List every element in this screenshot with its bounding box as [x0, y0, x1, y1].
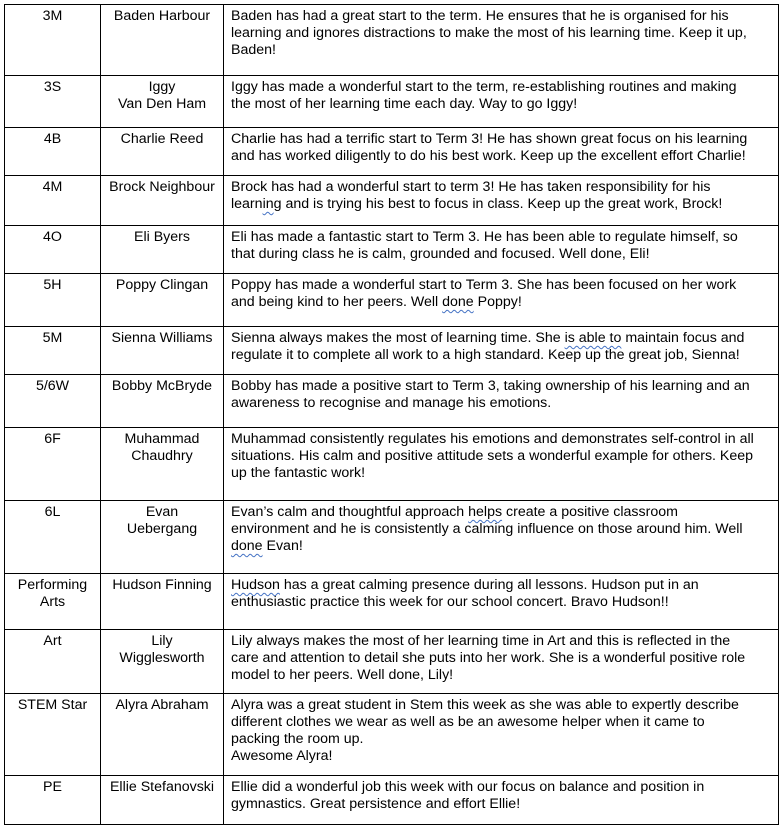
comment-line: awareness to recognise and manage his emotions. — [231, 395, 552, 411]
table-row — [5, 226, 779, 274]
comment-line: packing the room up. — [231, 731, 364, 747]
table-row — [5, 574, 779, 630]
comment-cell — [224, 76, 779, 128]
student-name-cell — [101, 5, 224, 76]
class-cell: 3M — [5, 5, 101, 76]
student-awards-table — [4, 4, 779, 825]
table-row — [5, 327, 779, 375]
comment-line: regulate it to complete all work to a high standard. Keep up the great job, Sienna! — [231, 347, 740, 363]
table-row — [5, 128, 779, 176]
class-cell: 5/6W — [5, 375, 101, 428]
table-row — [5, 5, 779, 76]
table-row — [5, 176, 779, 226]
student-name-line: Ellie Stefanovski — [109, 779, 215, 795]
student-name-line: Muhammad — [124, 431, 200, 447]
comment-cell — [224, 694, 779, 776]
comment-cell — [224, 226, 779, 274]
spellcheck-underline: done — [442, 294, 474, 310]
spellcheck-underline: helps — [468, 504, 503, 520]
comment-line: situations. His calm and positive attitude sets a wonderful example for others. Keep — [231, 448, 754, 464]
comment-line: that during class he is calm, grounded and focused. Well done, Eli! — [231, 246, 650, 262]
comment-line: and has worked diligently to do his best work. Keep up the excellent effort Charlie! — [231, 148, 746, 164]
comment-line: Bobby has made a positive start to Term 3, taking ownership of his learning and an — [231, 378, 750, 394]
table-row — [5, 776, 779, 825]
comment-cell — [224, 501, 779, 574]
comment-cell — [224, 574, 779, 630]
comment-line: the most of her learning time each day. Way to go Iggy! — [231, 96, 578, 112]
class-cell: STEM Star — [5, 694, 101, 776]
comment-line: Ellie did a wonderful job this week with our focus on balance and position in — [231, 779, 705, 795]
student-name-cell — [101, 630, 224, 694]
comment-cell — [224, 274, 779, 327]
table-row — [5, 428, 779, 501]
student-name-cell — [101, 776, 224, 825]
student-name-line: Chaudhry — [131, 448, 193, 464]
comment-line: Baden has had a great start to the term. He ensures that he is organised for his — [231, 8, 729, 24]
spellcheck-underline: is able to — [564, 330, 622, 346]
student-name-line: Van Den Ham — [117, 96, 207, 112]
table-row — [5, 630, 779, 694]
class-cell: 6L — [5, 501, 101, 574]
student-name-cell — [101, 226, 224, 274]
table-row — [5, 76, 779, 128]
student-name-line: Sienna Williams — [111, 330, 213, 346]
comment-cell — [224, 428, 779, 501]
comment-cell — [224, 630, 779, 694]
student-name-cell — [101, 375, 224, 428]
student-name-cell — [101, 501, 224, 574]
student-name-line: Lily — [151, 633, 173, 649]
comment-cell — [224, 776, 779, 825]
comment-line: Brock has had a wonderful start to term 3! He has taken responsibility for his — [231, 179, 711, 195]
comment-line: Hudson has a great calming presence during all lessons. Hudson put in an — [231, 577, 699, 593]
comment-line: up the fantastic work! — [231, 465, 366, 481]
comment-line: Lily always makes the most of her learning time in Art and this is reflected in the — [231, 633, 731, 649]
student-name-line: Alyra Abraham — [115, 697, 209, 713]
student-name-line: Iggy — [148, 79, 176, 95]
table-row — [5, 375, 779, 428]
comment-line: different clothes we wear as well as be an awesome helper when it came to — [231, 714, 705, 730]
student-name-cell — [101, 428, 224, 501]
class-cell: 6F — [5, 428, 101, 501]
class-cell: 5H — [5, 274, 101, 327]
comment-line: care and attention to detail she puts into her work. She is a wonderful positive role — [231, 650, 746, 666]
class-cell: 3S — [5, 76, 101, 128]
student-name-line: Baden Harbour — [113, 8, 211, 24]
comment-line: enthusiastic practice this week for our school concert. Bravo Hudson!! — [231, 594, 669, 610]
comment-line: environment and he is consistently a calming influence on those around him. Well — [231, 521, 743, 537]
table-body — [5, 5, 779, 825]
comment-line: and being kind to her peers. Well done Poppy! — [231, 294, 522, 310]
student-name-cell — [101, 76, 224, 128]
class-cell: Art — [5, 630, 101, 694]
comment-cell — [224, 327, 779, 375]
class-cell: PE — [5, 776, 101, 825]
comment-line: Alyra was a great student in Stem this week as she was able to expertly describe — [231, 697, 739, 713]
student-name-line: Brock Neighbour — [109, 179, 215, 195]
comment-cell — [224, 176, 779, 226]
class-cell: 4O — [5, 226, 101, 274]
comment-line: Baden! — [231, 42, 276, 58]
student-name-cell — [101, 176, 224, 226]
comment-line: Charlie has had a terrific start to Term 3! He has shown great focus on his learning — [231, 131, 748, 147]
student-name-line: Charlie Reed — [120, 131, 204, 147]
table-row — [5, 274, 779, 327]
class-cell: 4M — [5, 176, 101, 226]
comment-line: model to her peers. Well done, Lily! — [231, 667, 454, 683]
comment-line: gymnastics. Great persistence and effort Ellie! — [231, 796, 521, 812]
student-name-cell — [101, 128, 224, 176]
comment-cell — [224, 375, 779, 428]
comment-line: learning and is trying his best to focus in class. Keep up the great work, Brock! — [231, 196, 723, 212]
comment-line: Eli has made a fantastic start to Term 3. He has been able to regulate himself, so — [231, 229, 738, 245]
comment-line: Awesome Alyra! — [231, 748, 333, 764]
comment-cell — [224, 5, 779, 76]
class-cell: 4B — [5, 128, 101, 176]
table-row — [5, 694, 779, 776]
spellcheck-underline: Hudson — [231, 577, 280, 593]
student-name-line: Eli Byers — [134, 229, 190, 245]
spellcheck-underline: in — [262, 196, 274, 212]
comment-line: learning and ignores distractions to make the most of his learning time. Keep it up, — [231, 25, 747, 41]
student-name-line: Poppy Clingan — [115, 277, 209, 293]
comment-line: Poppy has made a wonderful start to Term 3. She has been focused on her work — [231, 277, 737, 293]
student-name-line: Wigglesworth — [119, 650, 205, 666]
comment-line: Muhammad consistently regulates his emotions and demonstrates self-control in all — [231, 431, 754, 447]
comment-line: done Evan! — [231, 538, 303, 554]
comment-line: Iggy has made a wonderful start to the term, re-establishing routines and making — [231, 79, 737, 95]
student-name-cell — [101, 574, 224, 630]
comment-line: Evan’s calm and thoughtful approach helps create a positive classroom — [231, 504, 678, 520]
student-name-line: Uebergang — [126, 521, 198, 537]
student-name-line: Evan — [145, 504, 179, 520]
spellcheck-underline: done — [231, 538, 263, 554]
student-name-line: Bobby McBryde — [111, 378, 213, 394]
student-name-cell — [101, 327, 224, 375]
student-name-cell — [101, 694, 224, 776]
comment-line: Sienna always makes the most of learning time. She is able to maintain focus and — [231, 330, 745, 346]
student-name-cell — [101, 274, 224, 327]
class-cell: Performing Arts — [5, 574, 101, 630]
table-row — [5, 501, 779, 574]
class-cell: 5M — [5, 327, 101, 375]
student-name-line: Hudson Finning — [112, 577, 212, 593]
comment-cell — [224, 128, 779, 176]
